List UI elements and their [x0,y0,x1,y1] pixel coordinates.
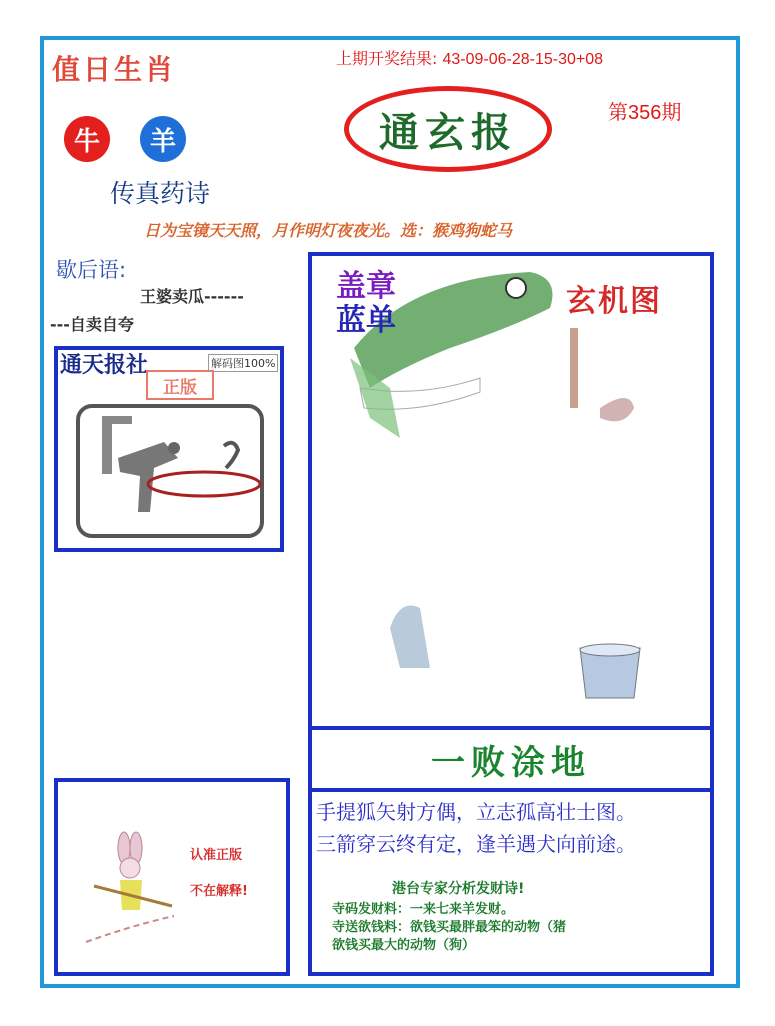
golfer-illustration [74,402,266,542]
idiom-phrase: 一败涂地 [312,726,710,792]
stamp-line-2: 蓝单 [336,303,396,338]
decode-badge: 解码图100% [208,354,278,372]
xuanji-title: 玄机图 [566,284,662,319]
bottom-left-line-2: 不在解释! [190,884,248,899]
poem-title: 传真药诗 [110,179,211,208]
issue-number: 第356期 [608,102,682,124]
xiehouyu-line-1: 王婆卖瓜------ [140,287,244,306]
fortune-verse [316,796,636,860]
genuine-stamp: 正版 [146,370,214,400]
xiehouyu-line-2: ---自卖自夸 [50,315,134,334]
xiehouyu-label: 歇后语: [56,258,127,282]
logo-text: 通玄报 [379,108,517,156]
verse-line-1: 手提狐矢射方偶，立志孤高壮士图。 [316,800,636,824]
bottom-left-line-1: 认准正版 [190,848,243,863]
verse-line-2: 三箭穿云终有定，逢羊遇犬向前途。 [316,832,636,856]
last-result-numbers: 43-09-06-28-15-30+08 [442,51,604,68]
expert-line-1: 寺码发财料：一来七来羊发财。 [332,902,515,917]
stamp-blue-sheet [336,270,396,338]
expert-title: 港台专家分析发财诗! [392,881,525,897]
stamp-line-1: 盖章 [336,269,396,304]
expert-line-2: 寺送欲钱料：欲钱买最胖最笨的动物（猪 [332,920,567,935]
tongtian-title: 通天报社 [60,352,149,378]
zodiac-goat-badge: 羊 [140,116,186,162]
last-result-label: 上期开奖结果: [336,49,438,68]
expert-line-3: 欲钱买最大的动物（狗） [332,938,476,953]
rabbit-illustration [80,826,180,956]
last-result [336,46,603,69]
zodiac-ox-badge: 牛 [64,116,110,162]
slogan: 日为宝镜天天照，月作明灯夜夜光。选：猴鸡狗蛇马 [144,221,513,240]
duty-zodiac-title: 值日生肖 [52,53,177,86]
newspaper-logo [344,86,552,172]
